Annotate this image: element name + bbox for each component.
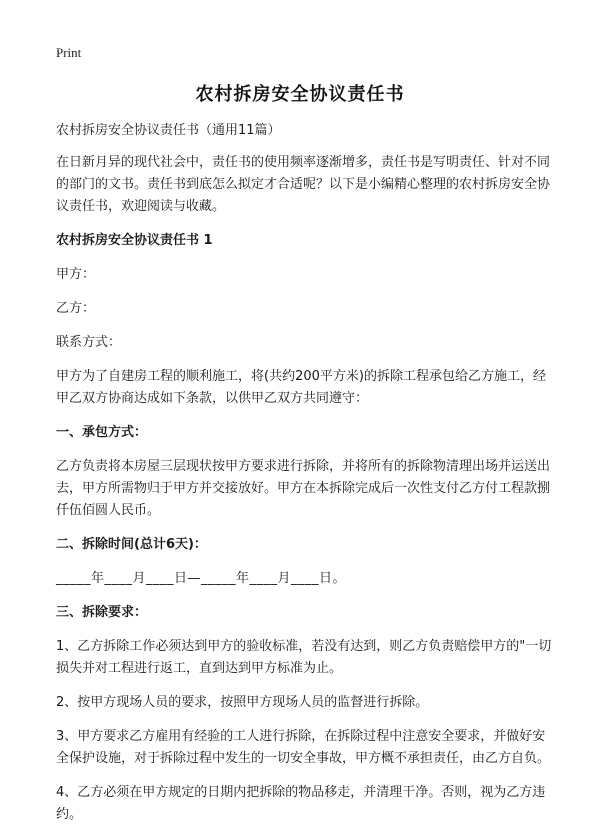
document-subtitle: 农村拆房安全协议责任书（通用11篇） (56, 123, 281, 138)
document-body (56, 120, 556, 838)
preamble-paragraph: 甲方为了自建房工程的顺利施工，将(共约200平方米)的拆除工程承包给乙方施工，经甲乙双方协商达成如下条款，以供甲乙双方共同遵守： (56, 369, 546, 406)
contract-method-heading: 一、承包方式： (56, 425, 148, 440)
contact-label: 联系方式： (56, 335, 122, 350)
contract-method-paragraph: 乙方负责将本房屋三层现状按甲方要求进行拆除，并将所有的拆除物清理出场并运送出去，甲方所需物归于甲方并交接放好。甲方在本拆除完成后一次性支付乙方付工程款捌仟伍佰圆人民币。 (56, 459, 551, 518)
demolition-requirements-heading: 三、拆除要求： (56, 605, 148, 620)
requirement-item-2: 2、按甲方现场人员的要求，按照甲方现场人员的监督进行拆除。 (56, 695, 429, 710)
party-a-label: 甲方： (56, 267, 96, 282)
requirement-item-1: 1、乙方拆除工作必须达到甲方的验收标准，若没有达到，则乙方负责赔偿甲方的"一切损失并对工程进行返工，直到达到甲方标准为止。 (56, 639, 552, 676)
requirement-item-4: 4、乙方必须在甲方规定的日期内把拆除的物品移走，并清理干净。否则，视为乙方违约。 (56, 785, 546, 822)
demolition-time-heading: 二、拆除时间(总计6天)： (56, 537, 207, 552)
requirement-item-3: 3、甲方要求乙方雇用有经验的工人进行拆除，在拆除过程中注意安全要求，并做好安全保护设施，对于拆除过程中发生的一切安全事故，甲方概不承担责任，由乙方自负。 (56, 729, 551, 766)
section-heading: 农村拆房安全协议责任书 1 (56, 233, 213, 248)
date-range-line: _____年____月____日—_____年____月____日。 (56, 571, 347, 586)
page-title: 农村拆房安全协议责任书 (195, 84, 405, 105)
intro-paragraph: 在日新月异的现代社会中，责任书的使用频率逐渐增多，责任书是写明责任、针对不同的部门的文书。责任书到底怎么拟定才合适呢？以下是小编精心整理的农村拆房安全协议责任书，欢迎阅读与收藏。 (56, 155, 551, 214)
party-b-label: 乙方： (56, 301, 96, 316)
print-link[interactable]: Print (56, 45, 82, 60)
